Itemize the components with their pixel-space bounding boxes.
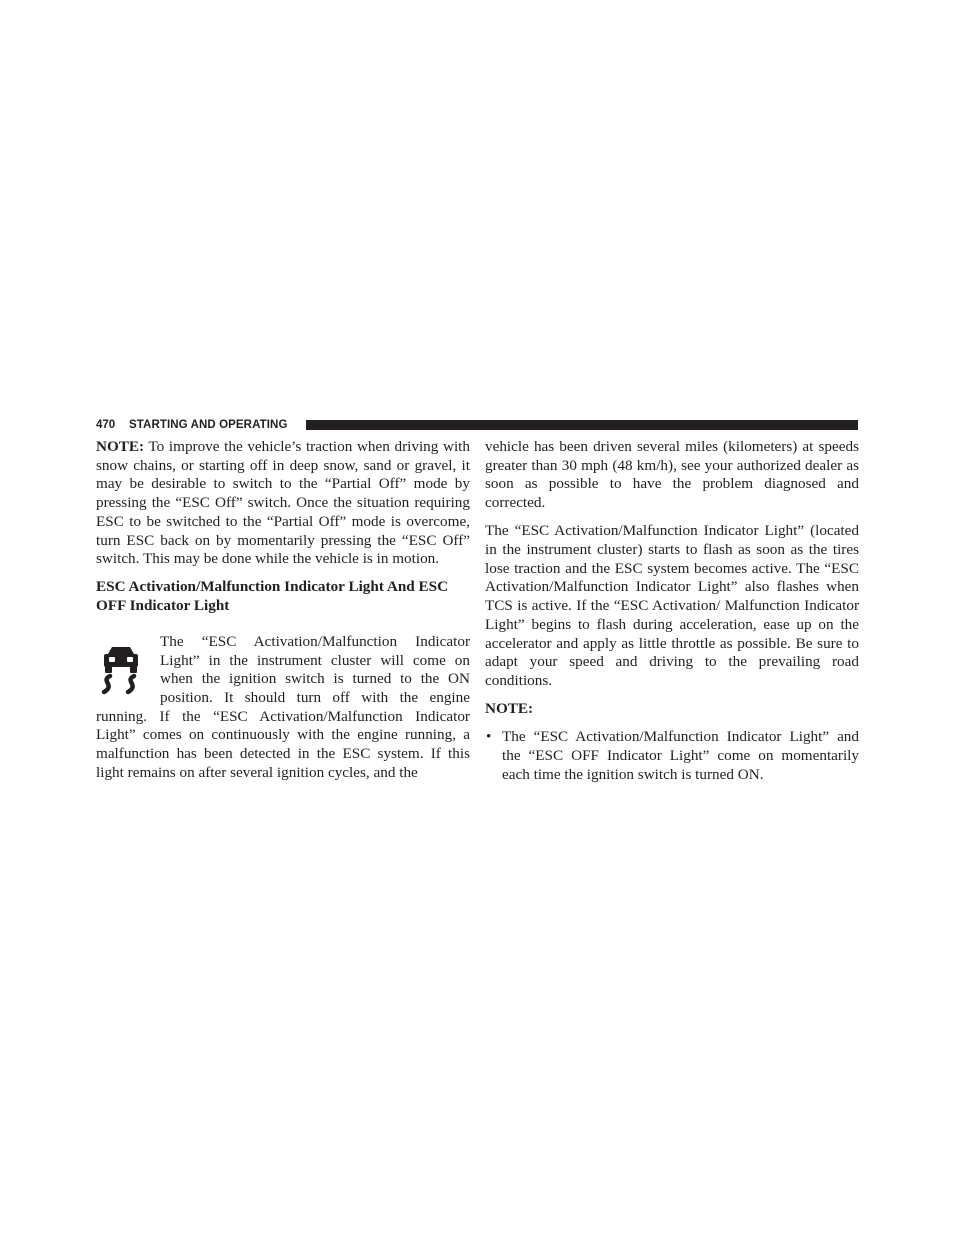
page-header bbox=[96, 417, 858, 433]
note-heading: NOTE: bbox=[485, 700, 534, 718]
header-rule-bar bbox=[306, 420, 858, 430]
note-bullet-list bbox=[485, 728, 859, 784]
esc-indicator-section bbox=[96, 633, 470, 783]
note-text: To improve the vehicle’s traction when driving with snow chains, or starting off in deep snow, sand or gravel, it may be desirable to switch to the “Partial Off” mode by pressing the “ESC Off” switch. Once the situation requiring ESC to be switched to the “Partial Off” mode is overcome, turn ESC back on by momentarily pressing the “ESC Off” switch. This may be done while the vehicle is in motion. bbox=[96, 438, 470, 568]
page-number: 470 bbox=[96, 419, 116, 431]
bullet-marker: • bbox=[486, 728, 492, 746]
left-column bbox=[96, 438, 470, 782]
right-column bbox=[485, 438, 859, 784]
bullet-text: The “ESC Activation/Malfunction Indicator Light” and the “ESC OFF Indicator Light” come on momentarily each time the ignition switch is turned ON. bbox=[502, 728, 859, 783]
flash-behavior-paragraph: The “ESC Activation/Malfunction Indicator Light” (located in the instrument cluster) starts to flash as soon as the tires lose traction and the ESC system becomes active. The “ESC Activation/Malfunction Indicator Light” also flashes when TCS is active. If the “ESC Activation/ Malfunction Indicator Light” begins to flash during acceleration, ease up on the accelerator and apply as little throttle as possible. Be sure to adapt your speed and driving to the prevailing road conditions. bbox=[485, 522, 859, 689]
continued-paragraph: vehicle has been driven several miles (kilometers) at speeds greater than 30 mph (48 km/h), see your authorized dealer as soon as possible to have the problem diagnosed and corrected. bbox=[485, 438, 859, 512]
note-label: NOTE: bbox=[96, 438, 145, 455]
section-title: STARTING AND OPERATING bbox=[129, 419, 288, 431]
note-paragraph bbox=[96, 438, 470, 569]
list-item bbox=[485, 728, 859, 784]
esc-indicator-heading: ESC Activation/Malfunction Indicator Light And ESC OFF Indicator Light bbox=[96, 578, 449, 615]
esc-skidding-car-icon bbox=[96, 645, 152, 705]
esc-indicator-paragraph: The “ESC Activation/Malfunction Indicator Light” in the instrument cluster will come on when the ignition switch is turned to the ON position. It should turn off with the engine running. If the “ESC Activation/Malfunction Indicator Light” comes on continuously with the engine running, a malfunction has been detected in the ESC system. If this light remains on after several ignition cycles, and the bbox=[96, 632, 470, 781]
